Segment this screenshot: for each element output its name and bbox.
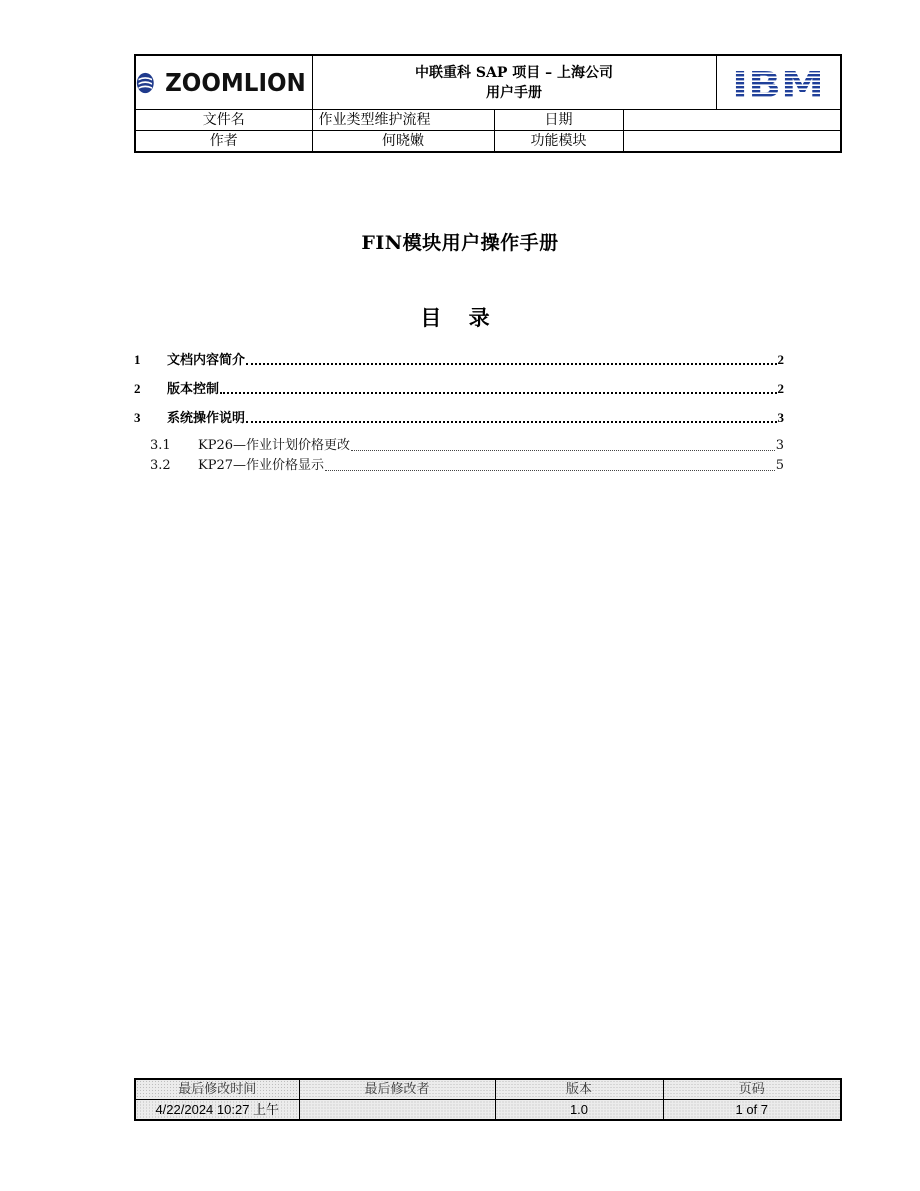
date-label: 日期 [494, 110, 623, 131]
zoomlion-logo [136, 67, 312, 97]
toc-leader-dots [220, 392, 776, 394]
footer-table [134, 1078, 842, 1121]
toc-entry[interactable] [134, 381, 784, 397]
toc-leader-dots [325, 470, 775, 471]
toc-entry[interactable] [134, 458, 784, 474]
ibm-logo [717, 66, 841, 100]
project-title-cell [312, 55, 716, 110]
toc-entry-number: 2 [134, 381, 141, 396]
footer-modified-by [299, 1100, 495, 1121]
module-value [623, 131, 841, 153]
footer-version: 1.0 [495, 1100, 663, 1121]
toc-entry-label: KP26—作业计划价格更改 [198, 438, 351, 453]
footer-header-modified-time: 最后修改时间 [135, 1079, 299, 1100]
file-name-label: 文件名 [135, 110, 312, 131]
toc-entry-number: 3.2 [150, 458, 171, 473]
footer-header-page: 页码 [663, 1079, 841, 1100]
toc-leader-dots [246, 421, 776, 423]
toc-entry[interactable] [134, 352, 784, 368]
toc-entry-number: 3.1 [150, 438, 171, 453]
module-label: 功能模块 [494, 131, 623, 153]
toc-entry-number: 1 [134, 352, 141, 367]
toc-entry-page: 2 [777, 381, 784, 396]
toc-entry-label: KP27—作业价格显示 [198, 458, 325, 473]
ibm-logo-icon [731, 66, 825, 100]
toc-entry-page: 2 [777, 352, 784, 367]
document-title: FIN模块用户操作手册 [361, 232, 559, 254]
toc-entry[interactable] [134, 410, 784, 426]
toc-entry-page: 3 [777, 410, 784, 425]
toc-leader-dots [351, 450, 775, 451]
toc-entry-page: 5 [775, 458, 784, 473]
footer-header-version: 版本 [495, 1079, 663, 1100]
file-name-value: 作业类型维护流程 [312, 110, 494, 131]
project-title-line1: 中联重科 SAP 项目 – 上海公司 [415, 64, 613, 81]
toc-leader-dots [246, 363, 776, 365]
header-table [134, 54, 842, 153]
toc-entry-page: 3 [775, 438, 784, 453]
company-logo-text: ZOOMLION [164, 67, 306, 97]
toc-entry-label: 文档内容简介 [167, 352, 246, 367]
toc-entry[interactable] [134, 438, 784, 454]
company-logo-cell [135, 55, 312, 110]
date-value [623, 110, 841, 131]
toc-title: 目 录 [420, 305, 500, 330]
partner-logo-cell [716, 55, 841, 110]
footer-page-number: 1 of 7 [663, 1100, 841, 1121]
author-value: 何晓嫩 [312, 131, 494, 153]
toc-entry-number: 3 [134, 410, 141, 425]
toc-entry-label: 版本控制 [167, 381, 220, 396]
toc-entry-label: 系统操作说明 [167, 410, 246, 425]
project-title-line2: 用户手册 [486, 84, 542, 101]
footer-modified-time: 4/22/2024 10:27 上午 [135, 1100, 299, 1121]
zoomlion-emblem-icon [136, 70, 155, 96]
author-label: 作者 [135, 131, 312, 153]
footer-header-modified-by: 最后修改者 [299, 1079, 495, 1100]
